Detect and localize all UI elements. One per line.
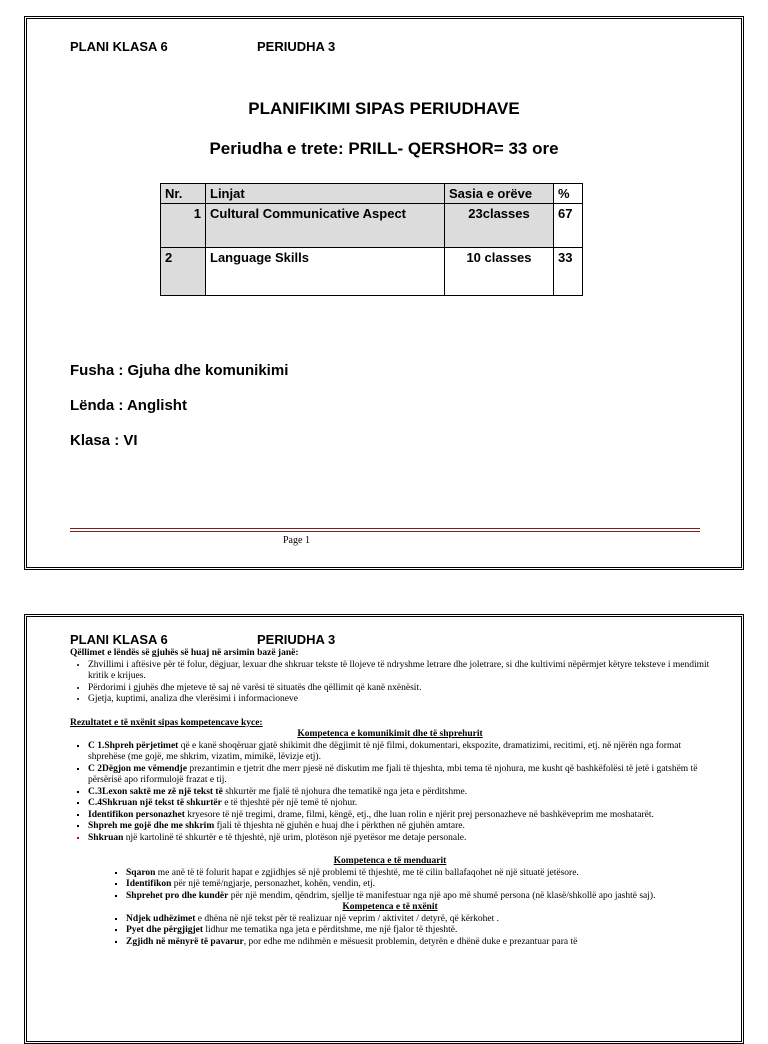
table-cell: 23classes xyxy=(445,204,554,248)
table-header-cell: Sasia e orëve xyxy=(445,184,554,204)
list-item: ▪ Shkruan një kartolinë të shkurtër e të thjeshtë, një urim, plotëson një pyetësor me detaje personale. xyxy=(88,833,710,845)
header-period: PERIUDHA 3 xyxy=(257,39,336,54)
table-cell: 1 xyxy=(161,204,206,248)
table-header-cell: % xyxy=(554,184,583,204)
subject-label: Lënda : Anglisht xyxy=(70,397,187,414)
list-item: ▪ Shpreh me gojë dhe me shkrim fjali të thjeshta në gjuhën e huaj dhe i përkthen në gjuhën amtare. xyxy=(88,821,710,833)
page-subtitle: Periudha e trete: PRILL- QERSHOR= 33 ore xyxy=(209,139,559,158)
list-item: ▪ C.4Shkruan një tekst të shkurtër e të thjeshtë për një temë të njohur. xyxy=(88,798,710,810)
header-left: PLANI KLASA 6 xyxy=(70,632,168,647)
goals-section xyxy=(70,648,710,948)
list-item: ▪ Pyet dhe përgjigjet lidhur me tematika nga jeta e përditshme, me një fjalor të thjeshtë. xyxy=(126,925,710,937)
list-item: ▪ C 1.Shpreh përjetimet që e kanë shoqëruar gjatë shikimit dhe dëgjimit të një filmi, dokumentari, ekspozite, dramatizimi, recitimi, etj. në njërën nga format shprehëse (me gojë, me shkrim, vizatim, mimikë, lëvizje etj). xyxy=(88,741,710,764)
document-page-1 xyxy=(24,16,744,570)
list-item: • Zhvillimi i aftësive për të folur, dëgjuar, lexuar dhe shkruar tekste të llojeve të ndryshme letrare dhe joletrare, si dhe kultivimi nëpërmjet këtyre teksteve i mendimit kritik e krijues. xyxy=(88,660,710,683)
table-header-cell: Linjat xyxy=(206,184,445,204)
goals-heading: Qëllimet e lëndës së gjuhës së huaj në arsimin bazë janë: xyxy=(70,648,299,658)
results-heading: Rezultatet e të nxënit sipas kompetencave kyce: xyxy=(70,717,263,728)
competence-list xyxy=(70,914,710,949)
document-page-2 xyxy=(24,614,744,1044)
page-number: Page 1 xyxy=(283,535,310,546)
list-item: ▪ Identifikon personazhet kryesore të një tregimi, drame, filmi, këngë, etj., dhe luan rolin e njërit prej personazheve në bashkëveprim me moshatarët. xyxy=(88,810,710,822)
table-row xyxy=(161,248,583,296)
table-row xyxy=(161,204,583,248)
footer-rule xyxy=(70,531,700,532)
class-label: Klasa : VI xyxy=(70,432,138,449)
table-cell: Cultural Communicative Aspect xyxy=(206,204,445,248)
goals-list xyxy=(70,660,710,706)
table-cell: 2 xyxy=(161,248,206,296)
page-header xyxy=(70,39,336,54)
table-cell: 10 classes xyxy=(445,248,554,296)
field-label: Fusha : Gjuha dhe komunikimi xyxy=(70,362,289,379)
footer-rule xyxy=(70,528,700,529)
list-item: ▪ C 2Dëgjon me vëmendje prezantimin e tjetrit dhe merr pjesë në diskutim me fjali të thjeshta, mbi tema të njohura, me kusht që bashkëfolësi të jetë i gatshëm të përsërisë apo riformulojë frazat e tij. xyxy=(88,764,710,787)
header-period: PERIUDHA 3 xyxy=(257,632,336,647)
header-left: PLANI KLASA 6 xyxy=(70,39,168,54)
list-item: • Gjetja, kuptimi, analiza dhe vlerësimi i informacioneve xyxy=(88,694,710,706)
list-item: ▪ Identifikon për një temë/ngjarje, personazhet, kohën, vendin, etj. xyxy=(126,879,710,891)
competence-heading: Kompetenca e të nxënit xyxy=(342,902,438,912)
list-item: ▪ Zgjidh në mënyrë të pavarur, por edhe me ndihmën e mësuesit problemin, detyrën e dhënë duke e prezantuar para të xyxy=(126,937,710,949)
table-cell: 33 xyxy=(554,248,583,296)
table-header-row xyxy=(161,184,583,204)
competence-heading: Kompetenca e të menduarit xyxy=(333,856,447,866)
table-header-cell: Nr. xyxy=(161,184,206,204)
competence-heading: Kompetenca e komunikimit dhe të shprehurit xyxy=(297,729,483,739)
list-item: ▪ C.3Lexon saktë me zë një tekst të shkurtër me fjalë të njohura dhe tematikë nga jeta e përditshme. xyxy=(88,787,710,799)
page-header xyxy=(70,632,336,647)
competence-list xyxy=(70,868,710,903)
list-item: • Përdorimi i gjuhës dhe mjeteve të saj në varësi të situatës dhe qëllimit që kanë nxënësit. xyxy=(88,683,710,695)
lines-table xyxy=(160,183,583,296)
list-item: ▪ Sqaron me anë të të folurit hapat e zgjidhjes së një problemi të thjeshtë, me të cilin ballafaqohet në një situatë jetësore. xyxy=(126,868,710,880)
list-item: ▪ Shprehet pro dhe kundër për një mendim, qëndrim, sjellje të manifestuar nga një apo më shumë persona (në klasë/shkollë apo jashtë saj). xyxy=(126,891,710,903)
table-cell: 67 xyxy=(554,204,583,248)
competence-list xyxy=(70,741,710,845)
list-item: ▪ Ndjek udhëzimet e dhëna në një tekst për të realizuar një veprim / aktivitet / detyrë, që kërkohet . xyxy=(126,914,710,926)
table-cell: Language Skills xyxy=(206,248,445,296)
page-title: PLANIFIKIMI SIPAS PERIUDHAVE xyxy=(248,99,520,118)
